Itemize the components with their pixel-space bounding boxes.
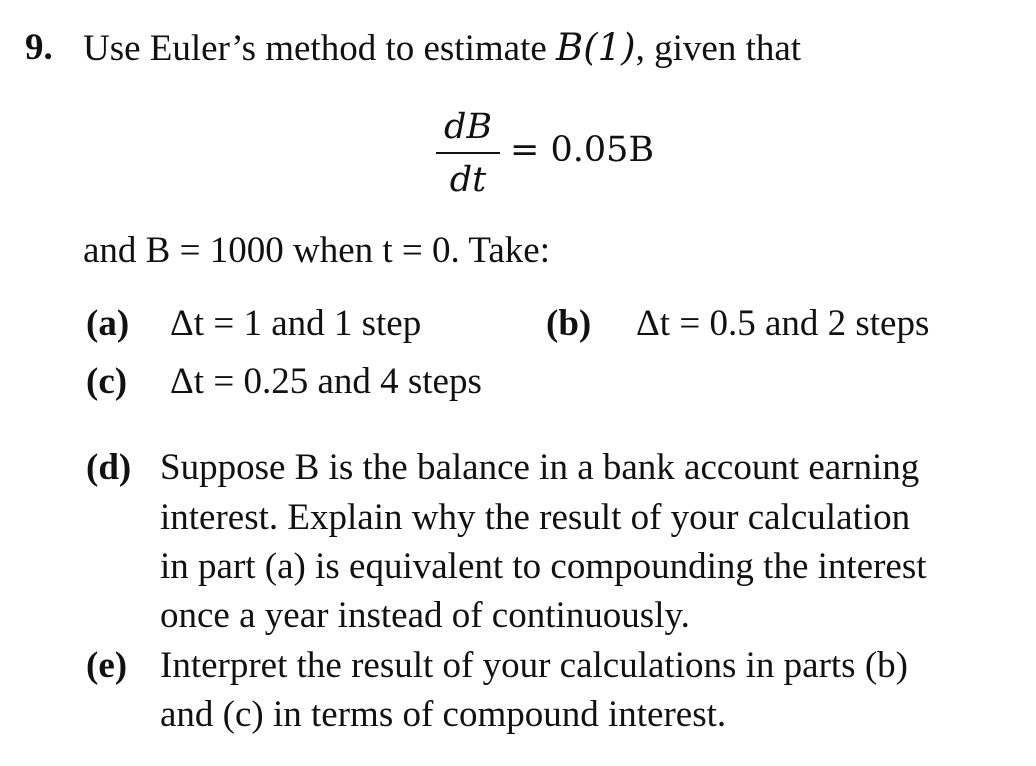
problem-number: 9. [25,27,53,68]
fraction-bar [436,152,500,154]
part-d-line: once a year instead of continuously. [160,595,690,636]
part-c-label: (c) [86,361,128,402]
part-d-label: (d) [86,447,132,488]
equation-rhs: = 0.05B [510,130,655,170]
part-d-line: in part (a) is equivalent to compounding the interest [160,546,927,587]
part-b-label: (b) [546,303,592,344]
part-e-line: and (c) in terms of compound interest. [160,694,727,735]
fraction-numerator: dB [443,107,493,147]
problem-intro [83,26,801,71]
part-b-text: Δt = 0.5 and 2 steps [636,303,930,344]
part-a-text: Δt = 1 and 1 step [170,303,422,344]
intro-text: Use Euler’s method to estimate [83,28,557,69]
part-d-line: interest. Explain why the result of your calculation [160,497,911,538]
intro-math: B(1) [556,26,636,69]
part-c-text: Δt = 0.25 and 4 steps [170,361,482,402]
part-e-line: Interpret the result of your calculations in parts (b) [160,645,908,686]
part-e-label: (e) [86,645,128,686]
derivative-fraction [436,105,500,202]
part-a-label: (a) [86,303,130,344]
initial-condition: and B = 1000 when t = 0. Take: [83,230,550,271]
part-d-line: Suppose B is the balance in a bank account earning [160,447,920,488]
intro-tail: , given that [635,28,802,69]
fraction-denominator: dt [449,160,487,200]
